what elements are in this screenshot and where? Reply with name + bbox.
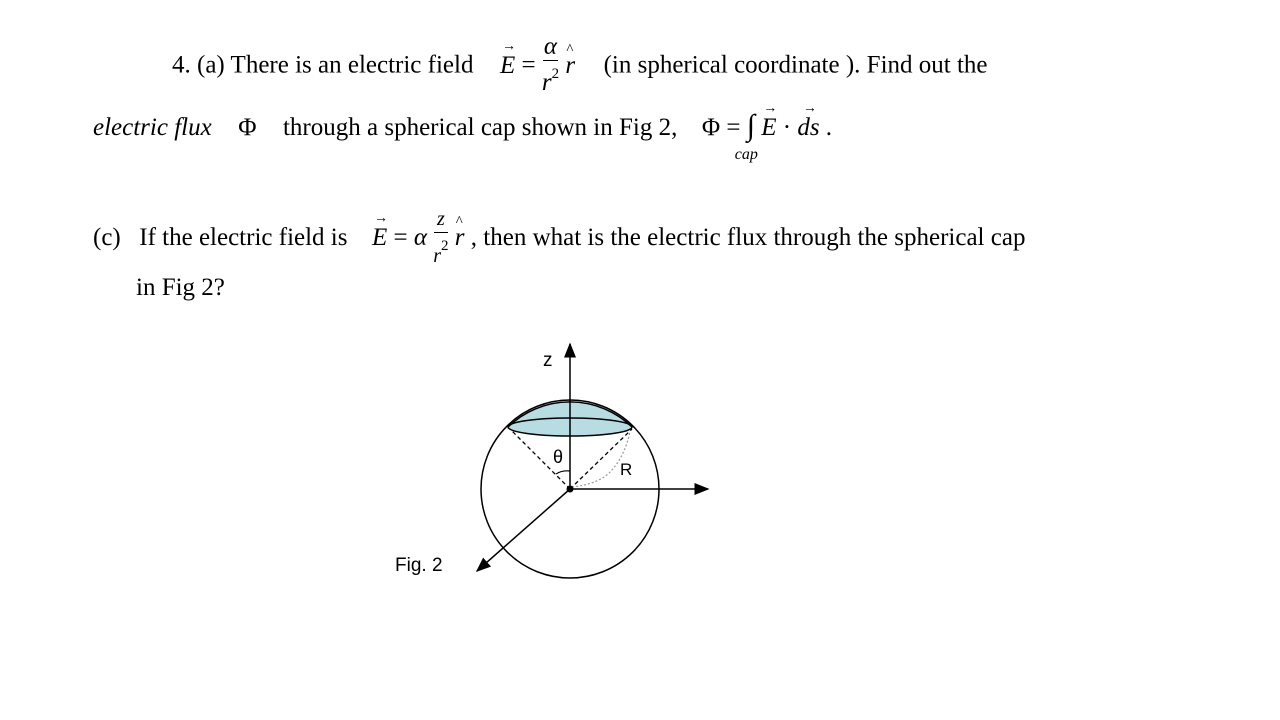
part-a-suffix: (in spherical coordinate ). Find out the: [603, 51, 988, 79]
part-c-label: (c): [93, 224, 121, 252]
origin-point: [567, 486, 574, 493]
figure-caption: Fig. 2: [395, 555, 443, 576]
integrand-E: → E: [761, 115, 776, 140]
theta-arc: [556, 471, 570, 474]
fraction-denominator: $r^2$: [541, 66, 560, 96]
dashed-radius-right: [570, 429, 632, 489]
area-element-ds: → ds: [797, 115, 819, 140]
fraction-numerator-z: z: [437, 208, 445, 230]
flux-description: through a spherical cap shown in Fig 2,: [282, 114, 678, 141]
fraction-denominator-c: $r^2$: [433, 238, 449, 267]
unit-vector-r: ^ r: [565, 53, 575, 78]
equals-sign: =: [521, 51, 536, 79]
part-c-suffix: , then what is the electric flux through the spherical cap: [470, 224, 1026, 252]
part-a-prefix: 4. (a) There is an electric field: [172, 51, 474, 79]
unit-vector-r-c: ^ r: [455, 225, 465, 250]
symbol-phi: Φ: [238, 114, 257, 141]
period: .: [825, 114, 833, 141]
fraction-numerator: α: [543, 33, 558, 60]
term-electric-flux: electric flux: [93, 114, 212, 141]
integral-subscript-cap: cap: [734, 146, 758, 163]
problem-line-c-cont: in Fig 2?: [136, 274, 225, 301]
z-axis-label: z: [543, 350, 553, 371]
integral-sign: ∫ cap: [734, 109, 758, 163]
phi-equals: Φ =: [701, 114, 741, 141]
radius-label: R: [620, 460, 633, 479]
alpha-c: α: [413, 224, 427, 252]
theta-label: θ: [553, 447, 564, 467]
part-c-prefix: If the electric field is: [139, 224, 348, 252]
field-vector-E-c: → E: [372, 225, 387, 250]
equals-sign-c: =: [393, 224, 408, 252]
field-vector-E: → E: [500, 53, 515, 78]
dot-operator: ·: [782, 114, 792, 141]
